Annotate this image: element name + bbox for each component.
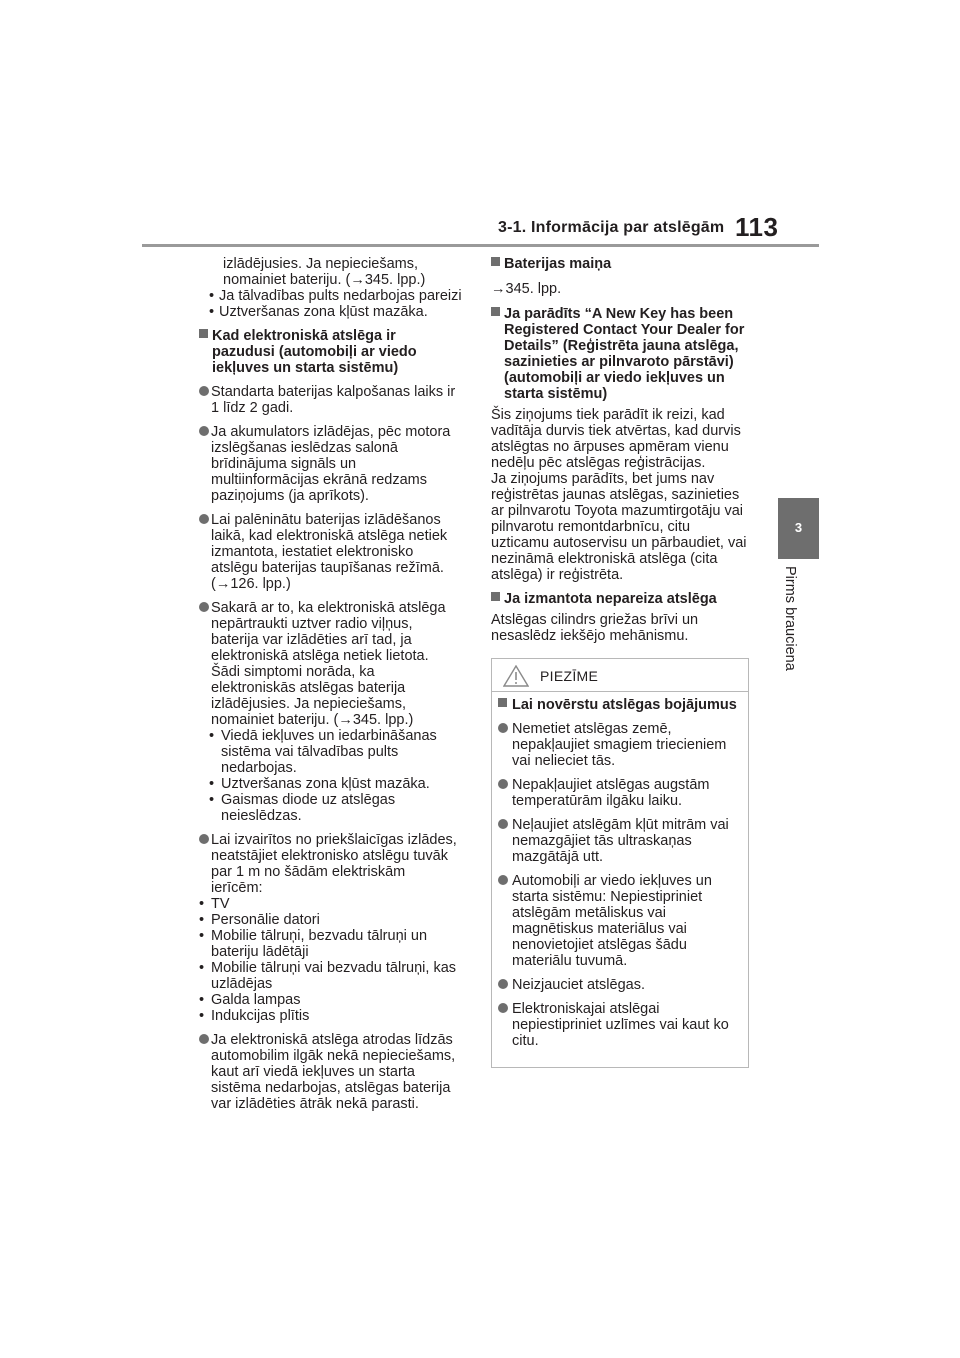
note-item: Nemetiet atslēgas zemē, nepakļaujiet smagiem triecieniem vai nelieciet tās.: [498, 721, 742, 769]
page-reference: →345. lpp.: [491, 281, 562, 297]
square-bullet-icon: [199, 329, 208, 338]
list-item: • Ja tālvadības pults nedarbojas pareizi: [209, 288, 462, 304]
circle-bullet-icon: [199, 602, 209, 612]
section-heading: Ja parādīts “A New Key has been Registered Contact Your Dealer for Details” (Reģistrēta jauna atslēga, sazinieties ar pilnvaroto pārstāvi) (automobiļi ar viedo iekļuves un starta sistēmu): [491, 306, 751, 402]
list-item: Sakarā ar to, ka elektroniskā atslēga nepārtraukti uztver radio viļņus, baterija var izlādēties arī tad, ja elektroniskā atslēga netiek lietota. Šādi simptomi norāda, ka elektroniskās atslēgas baterija izlādējusies. Ja nepieciešams, nomainiet bateriju. (→345. lpp.): [199, 600, 469, 728]
chapter-label: Pirms brauciena: [782, 566, 798, 671]
note-body: [492, 692, 748, 1049]
square-bullet-icon: [498, 698, 507, 707]
note-item: Neizjauciet atslēgas.: [498, 977, 742, 993]
square-bullet-icon: [491, 592, 500, 601]
chapter-label-wrap: [776, 566, 820, 686]
list-item: • Uztveršanas zona kļūst mazāka.: [209, 304, 428, 320]
note-title: PIEZĪME: [540, 668, 599, 684]
note-header: [492, 659, 748, 692]
circle-bullet-icon: [199, 426, 209, 436]
right-column: [491, 256, 751, 644]
body-paragraph: Atslēgas cilindrs griežas brīvi un nesaslēdz iekšējo mehānismu.: [491, 612, 699, 644]
list-item: Lai palēninātu baterijas izlādēšanos laikā, kad elektroniskā atslēga netiek izmantota, iestatiet elektronisko atslēgu baterijas taupīšanas režīmā. (→126. lpp.): [199, 512, 469, 592]
list-item: • Personālie datori: [199, 912, 320, 928]
list-item: • Mobilie tālruņi vai bezvadu tālruņi, kas uzlādējas: [199, 960, 457, 992]
list-item: • Mobilie tālruņi, bezvadu tālruņi un bateriju lādētāji: [199, 928, 428, 960]
section-heading: Ja izmantota nepareiza atslēga: [491, 591, 751, 607]
note-item: Neļaujiet atslēgām kļūt mitrām vai nemazgājiet tās ultraskaņas mazgātājā utt.: [498, 817, 742, 865]
circle-bullet-icon: [199, 834, 209, 844]
section-title: 3-1. Informācija par atslēgām: [498, 219, 725, 236]
circle-bullet-icon: [498, 819, 508, 829]
list-item: • TV: [199, 896, 230, 912]
chapter-tab: [778, 498, 819, 559]
intro-text: izlādējusies. Ja nepieciešams, nomainiet bateriju. (→345. lpp.): [223, 256, 426, 288]
section-heading: Baterijas maiņa: [491, 256, 751, 272]
warning-triangle-icon: [503, 665, 529, 687]
left-column: [199, 256, 469, 1112]
circle-bullet-icon: [199, 386, 209, 396]
list-item: Standarta baterijas kalpošanas laiks ir 1 līdz 2 gadi.: [199, 384, 469, 416]
square-bullet-icon: [491, 307, 500, 316]
body-paragraph: Šis ziņojums tiek parādīt ik reizi, kad vadītāja durvis tiek atvērtas, kad durvis atslēgtas no ārpuses apmēram vienu nedēļu pēc atslēgas reģistrācijas. Ja ziņojums parādīts, bet jums nav reģistrētas jaunas atslēgas, sazinieties ar pilnvarotu Toyota mazumtirgotāju vai pilnvarotu remontdarbnīcu, citu uzticamu autoservisu un pārbaudiet, vai nezināmā elektroniskā atslēga (cita atslēga) ir reģistrēta.: [491, 407, 747, 583]
circle-bullet-icon: [498, 979, 508, 989]
square-bullet-icon: [491, 257, 500, 266]
list-item: Ja elektroniskā atslēga atrodas līdzās automobilim ilgāk nekā nepieciešams, kaut arī viedā iekļuves un starta sistēma nedarbojas, atslēgas baterija var izlādēties ātrāk nekā parasti.: [199, 1032, 469, 1112]
list-item: • Viedā iekļuves un iedarbināšanas sistēma vai tālvadības pults nedarbojas.: [209, 728, 437, 776]
circle-bullet-icon: [498, 723, 508, 733]
list-item: Lai izvairītos no priekšlaicīgas izlādes, neatstājiet elektronisko atslēgu tuvāk par 1 m no šādām elektriskām ierīcēm:: [199, 832, 469, 896]
page-number: 113: [735, 212, 779, 242]
note-item: Nepakļaujiet atslēgas augstām temperatūrām ilgāku laiku.: [498, 777, 742, 809]
list-item: • Uztveršanas zona kļūst mazāka.: [209, 776, 430, 792]
circle-bullet-icon: [498, 875, 508, 885]
list-item: Ja akumulators izlādējas, pēc motora izslēgšanas ieslēdzas salonā brīdinājuma signāls un multiinformācijas ekrānā redzams paziņojums (ja aprīkots).: [199, 424, 469, 504]
note-item: Automobiļi ar viedo iekļuves un starta sistēmu: Nepiestipriniet atslēgām metāliskus vai magnētiskus materiālus vai nenovietojiet atslēgas šādu materiālu tuvumā.: [498, 873, 742, 969]
circle-bullet-icon: [498, 779, 508, 789]
circle-bullet-icon: [199, 1034, 209, 1044]
note-box: [491, 658, 749, 1068]
section-heading: Kad elektroniskā atslēga ir pazudusi (automobiļi ar viedo iekļuves un starta sistēmu): [199, 328, 469, 376]
chapter-number: 3: [794, 520, 803, 535]
note-heading: Lai novērstu atslēgas bojājumus: [498, 697, 742, 713]
circle-bullet-icon: [199, 514, 209, 524]
circle-bullet-icon: [498, 1003, 508, 1013]
list-item: • Gaismas diode uz atslēgas neieslēdzas.: [209, 792, 396, 824]
note-item: Elektroniskajai atslēgai nepiestipriniet uzlīmes vai kaut ko citu.: [498, 1001, 742, 1049]
list-item: • Galda lampas: [199, 992, 301, 1008]
header-rule: [142, 244, 819, 247]
list-item: • Indukcijas plītis: [199, 1008, 310, 1024]
